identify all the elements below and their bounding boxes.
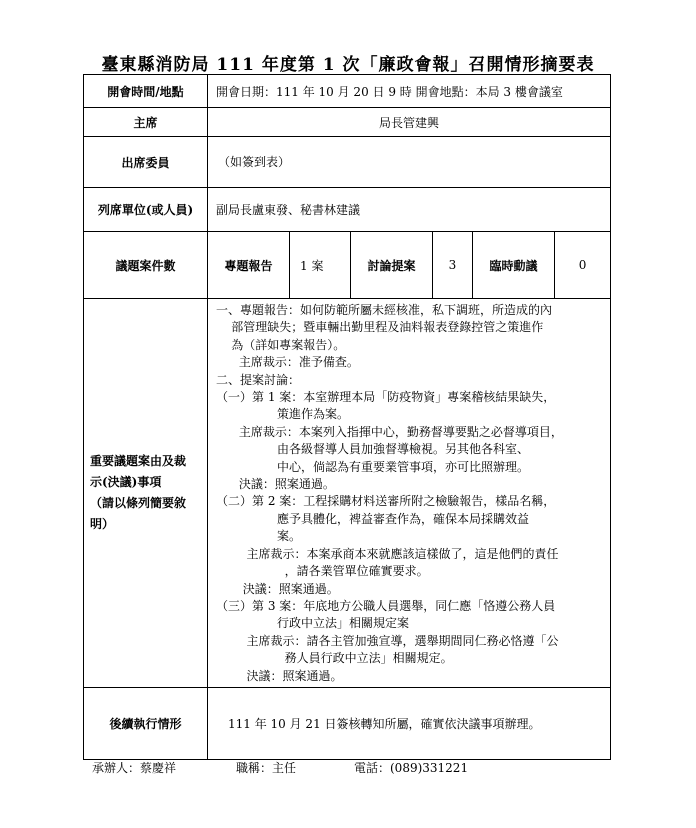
attendees-row <box>84 137 611 188</box>
resolution-line: 由各級督導人員加強督導檢視。另其他各科室、 <box>216 442 530 457</box>
resolution-line: 主席裁示：本案承商本來就應該這樣做了，這是他們的責任 <box>216 546 559 561</box>
footer-handler: 承辦人：蔡慶祥 <box>92 761 177 775</box>
resolution-line: （一）第 1 案：本室辦理本局「防疫物資」專案稽核結果缺失， <box>216 390 556 405</box>
resolutions-label-line: （請以條列簡要敘 <box>90 495 187 510</box>
resolutions-label-line: 明） <box>90 516 115 531</box>
observers-row <box>84 188 611 232</box>
resolutions-row <box>84 299 611 688</box>
meeting-label: 開會時間/地點 <box>84 75 208 108</box>
observers-label: 列席單位(或人員) <box>84 188 208 232</box>
resolution-line: 主席裁示：請各主管加強宣導，選舉期間同仁務必恪遵「公 <box>216 633 559 648</box>
footer-phone: 電話：(089)331221 <box>354 761 469 775</box>
resolutions-label-line: 重要議題案由及裁 <box>90 453 187 468</box>
resolution-line: 行政中立法」相關規定案 <box>216 616 410 631</box>
report-value: 1 案 <box>290 232 351 299</box>
attendees-value: （如簽到表） <box>208 137 611 188</box>
agenda-count-label: 議題案件數 <box>84 232 208 299</box>
resolution-line: 二、提案討論： <box>216 372 301 387</box>
observers-value: 副局長盧東發、秘書林建議 <box>208 188 611 232</box>
footer-position: 職稱：主任 <box>236 761 297 775</box>
resolution-line: 策進作為案。 <box>216 407 350 422</box>
report-label: 專題報告 <box>208 232 290 299</box>
summary-table <box>83 74 611 760</box>
attendees-label: 出席委員 <box>84 137 208 188</box>
resolution-line: 主席裁示：准予備查。 <box>216 355 359 370</box>
resolution-line: 案。 <box>216 529 302 544</box>
resolution-line: 決議：照案通過。 <box>216 477 335 492</box>
resolution-line: 中心，倘認為有重要業管事項，亦可比照辦理。 <box>216 459 530 474</box>
proposal-value: 3 <box>433 232 473 299</box>
resolution-line: 應予具體化，裨益審查作為，確保本局採購效益 <box>216 511 530 526</box>
resolution-line: （二）第 2 案：工程採購材料送審所附之檢驗報告，樣品名稱， <box>216 494 556 509</box>
chair-row <box>84 108 611 137</box>
resolution-line: 主席裁示：本案列入指揮中心，勤務督導要點之必督導項目， <box>216 424 563 439</box>
proposal-label: 討論提案 <box>351 232 433 299</box>
resolution-line: （三）第 3 案：年底地方公職人員選舉，同仁應「恪遵公務人員 <box>216 598 556 613</box>
meeting-row <box>84 75 611 108</box>
followup-row <box>84 687 611 759</box>
followup-label: 後續執行情形 <box>84 687 208 759</box>
agenda-count-row <box>84 232 611 299</box>
meeting-value: 開會日期：111 年 10 月 20 日 9 時 開會地點：本局 3 樓會議室 <box>208 75 611 108</box>
resolutions-label <box>84 299 208 688</box>
adhoc-value: 0 <box>555 232 611 299</box>
resolution-line: 務人員行政中立法」相關規定。 <box>216 651 453 666</box>
resolution-line: 為（詳如專案報告）。 <box>216 337 346 352</box>
resolution-line: 決議：照案通過。 <box>216 668 343 683</box>
chair-label: 主席 <box>84 108 208 137</box>
followup-value: 111 年 10 月 21 日簽核轉知所屬，確實依決議事項辦理。 <box>208 687 611 759</box>
resolutions-label-line: 示(決議)事項 <box>90 474 162 489</box>
resolutions-content <box>208 299 611 688</box>
document-title: 臺東縣消防局 111 年度第 1 次「廉政會報」召開情形摘要表 <box>101 55 595 75</box>
chair-value: 局長管建興 <box>208 108 611 137</box>
resolution-line: ，請各業管單位確實要求。 <box>216 564 429 579</box>
resolution-line: 決議：照案通過。 <box>216 581 339 596</box>
adhoc-label: 臨時動議 <box>473 232 555 299</box>
resolution-line: 一、專題報告：如何防範所屬未經核准，私下調班，所造成的內 <box>216 303 553 317</box>
resolution-line: 部管理缺失；暨車輛出勤里程及油料報表登錄控管之策進作 <box>216 320 544 335</box>
